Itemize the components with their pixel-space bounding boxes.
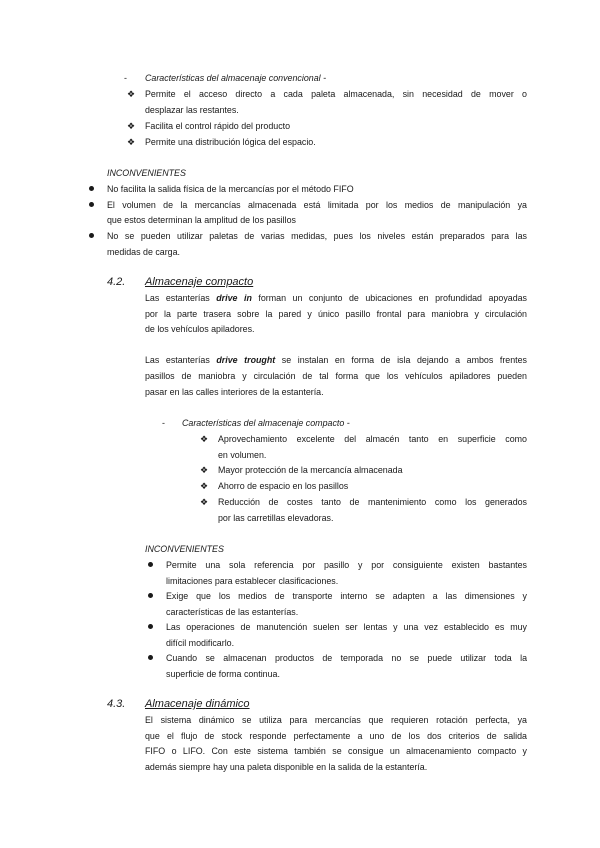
diamond-bullet-icon: ❖ — [127, 121, 136, 131]
list-item-cont: características de las estanterías. — [166, 607, 299, 617]
diamond-bullet-icon: ❖ — [200, 465, 209, 475]
section-title: Almacenaje dinámico — [145, 698, 250, 710]
list-item-cont: que estos determinan la amplitud de los pasillos — [107, 215, 296, 225]
inconvenientes-heading: INCONVENIENTES — [145, 544, 224, 554]
round-bullet-icon — [89, 186, 94, 191]
list-item-cont: por las carretillas elevadoras. — [218, 513, 334, 523]
compact-features-title: Características del almacenaje compacto - — [182, 418, 350, 428]
paragraph-line: El sistema dinámico se utiliza para mercancías que requieren rotación perfecta, ya — [145, 715, 527, 725]
list-item-cont: desplazar las restantes. — [145, 105, 239, 115]
paragraph-line: por la parte trasera sobre la pared y único pasillo frontal para maniobra y circulación — [145, 309, 527, 319]
paragraph-line: Las estanterías drive trought se instalan en forma de isla dejando a ambos frentes — [145, 355, 527, 365]
list-item-cont: medidas de carga. — [107, 247, 181, 257]
diamond-bullet-icon: ❖ — [127, 89, 136, 99]
list-item-cont: en volumen. — [218, 450, 267, 460]
round-bullet-icon — [89, 202, 94, 207]
section-number: 4.3. — [107, 698, 126, 710]
section-title: Almacenaje compacto — [145, 276, 254, 288]
list-item: Mayor protección de la mercancía almacenada — [218, 465, 403, 475]
round-bullet-icon — [148, 562, 153, 567]
list-item: Aprovechamiento excelente del almacén tanto en superficie como — [218, 434, 527, 444]
list-item: Facilita el control rápido del producto — [145, 121, 291, 131]
list-item-cont: limitaciones para establecer clasificaciones. — [166, 576, 339, 586]
paragraph-line: además siempre hay una paleta disponible en la salida de la estantería. — [145, 762, 428, 772]
paragraph-line: que el flujo de stock responde perfectamente a uno de los dos criterios de salida — [145, 731, 527, 741]
list-item: El volumen de la mercancías almacenada está limitada por los medios de manipulación ya — [107, 200, 527, 210]
round-bullet-icon — [148, 624, 153, 629]
list-item: Permite una distribución lógica del espacio. — [145, 137, 316, 147]
list-item-cont: superficie de forma continua. — [166, 669, 280, 679]
diamond-bullet-icon: ❖ — [127, 137, 136, 147]
paragraph-line: pasillos de maniobra y circulación de tal forma que los vehículos apiladores pueden — [145, 371, 527, 381]
list-item: Exige que los medios de transporte interno se adapten a las dimensiones y — [166, 591, 527, 601]
list-item: No se pueden utilizar paletas de varias medidas, pues los niveles están preparados para las — [107, 231, 527, 241]
list-dash: - — [124, 73, 127, 83]
diamond-bullet-icon: ❖ — [200, 497, 209, 507]
list-item: No facilita la salida física de la mercancías por el método FIFO — [107, 184, 354, 194]
list-dash: - — [162, 418, 165, 428]
list-item-cont: difícil modificarlo. — [166, 638, 235, 648]
list-item: Reducción de costes tanto de mantenimiento como los generados — [218, 497, 527, 507]
paragraph-line: FIFO o LIFO. Con este sistema también se consigue un almacenamiento compacto y — [145, 746, 527, 756]
round-bullet-icon — [148, 655, 153, 660]
list-item: Ahorro de espacio en los pasillos — [218, 481, 349, 491]
list-item: Cuando se almacenan productos de temporada no se puede utilizar toda la — [166, 653, 527, 663]
diamond-bullet-icon: ❖ — [200, 434, 209, 444]
list-item: Permite una sola referencia por pasillo y por consiguiente existen bastantes — [166, 560, 527, 570]
round-bullet-icon — [89, 233, 94, 238]
round-bullet-icon — [148, 593, 153, 598]
section-number: 4.2. — [107, 276, 126, 288]
paragraph-line: pasar en las calles interiores de la estantería. — [145, 387, 324, 397]
list-item: Las operaciones de manutención suelen ser lentas y una vez establecido es muy — [166, 622, 527, 632]
conventional-features-title: Características del almacenaje convencional - — [145, 73, 327, 83]
list-item: Permite el acceso directo a cada paleta almacenada, sin necesidad de mover o — [145, 89, 527, 99]
diamond-bullet-icon: ❖ — [200, 481, 209, 491]
paragraph-line: de los vehículos apiladores. — [145, 324, 255, 334]
inconvenientes-heading: INCONVENIENTES — [107, 168, 186, 178]
paragraph-line: Las estanterías drive in forman un conjunto de ubicaciones en profundidad apoyadas — [145, 293, 527, 303]
